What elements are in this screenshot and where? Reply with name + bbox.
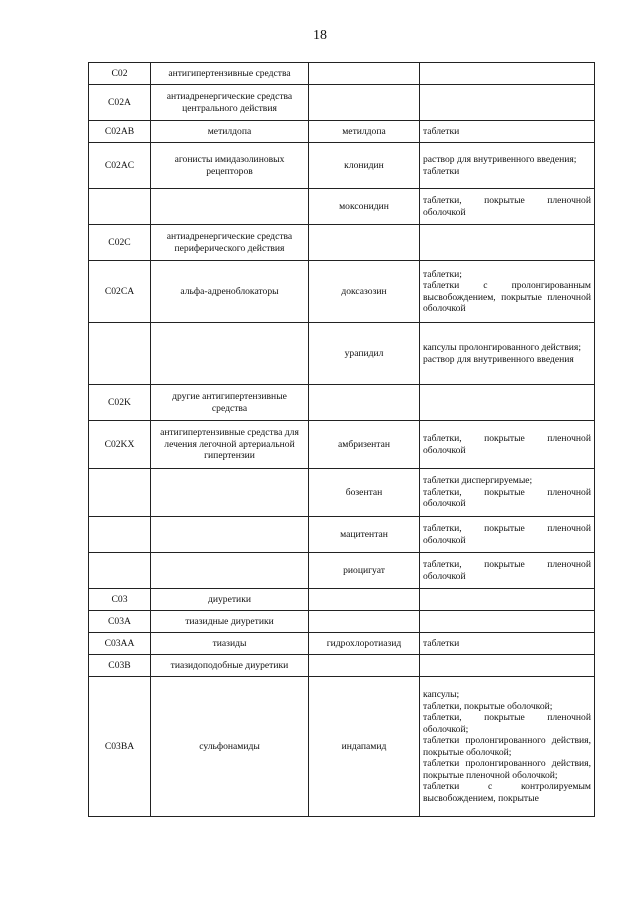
group-name-cell: другие антигипертензивные средства — [151, 385, 309, 421]
dosage-form-cell — [420, 385, 595, 421]
table-row — [89, 261, 595, 323]
group-name-cell: тиазидоподобные диуретики — [151, 655, 309, 677]
atc-code-cell: C03AA — [89, 633, 151, 655]
group-name-cell: диуретики — [151, 589, 309, 611]
dosage-form-cell: таблетки, покрытые пленочной оболочкой — [420, 189, 595, 225]
drug-name-cell — [309, 85, 420, 121]
table-row — [89, 421, 595, 469]
drug-name-cell: амбризентан — [309, 421, 420, 469]
group-name-cell — [151, 517, 309, 553]
dosage-form-cell: таблетки, покрытые пленочной оболочкой — [420, 517, 595, 553]
drug-name-cell — [309, 385, 420, 421]
atc-code-cell — [89, 189, 151, 225]
group-name-cell — [151, 189, 309, 225]
drug-name-cell — [309, 655, 420, 677]
atc-code-cell: C02CA — [89, 261, 151, 323]
atc-code-cell: C03B — [89, 655, 151, 677]
atc-code-cell — [89, 553, 151, 589]
dosage-form-cell: таблетки, покрытые пленочной оболочкой — [420, 421, 595, 469]
table-row — [89, 385, 595, 421]
table-row — [89, 553, 595, 589]
group-name-cell: тиазиды — [151, 633, 309, 655]
dosage-form-cell — [420, 589, 595, 611]
table-row — [89, 189, 595, 225]
table-row — [89, 611, 595, 633]
table-row — [89, 589, 595, 611]
atc-code-cell: C03BA — [89, 677, 151, 817]
dosage-form-cell: таблетки, покрытые пленочной оболочкой — [420, 553, 595, 589]
table-row — [89, 517, 595, 553]
drug-name-cell: клонидин — [309, 143, 420, 189]
drug-name-cell — [309, 611, 420, 633]
group-name-cell: альфа-адреноблокаторы — [151, 261, 309, 323]
group-name-cell — [151, 323, 309, 385]
group-name-cell: тиазидные диуретики — [151, 611, 309, 633]
table-row — [89, 633, 595, 655]
dosage-form-cell: капсулы пролонгированного действия; раствор для внутривенного введения — [420, 323, 595, 385]
drug-name-cell: доксазозин — [309, 261, 420, 323]
table-row — [89, 469, 595, 517]
group-name-cell — [151, 469, 309, 517]
group-name-cell: антиадренергические средства центрального действия — [151, 85, 309, 121]
dosage-form-cell — [420, 225, 595, 261]
atc-code-cell — [89, 469, 151, 517]
drug-name-cell — [309, 63, 420, 85]
table-row — [89, 63, 595, 85]
drug-name-cell: мацитентан — [309, 517, 420, 553]
drug-name-cell: моксонидин — [309, 189, 420, 225]
group-name-cell: антигипертензивные средства для лечения легочной артериальной гипертензии — [151, 421, 309, 469]
table-row — [89, 323, 595, 385]
dosage-form-cell — [420, 63, 595, 85]
dosage-form-cell: таблетки; таблетки с пролонгированным высвобождением, покрытые пленочной оболочкой — [420, 261, 595, 323]
table-row — [89, 655, 595, 677]
group-name-cell: метилдопа — [151, 121, 309, 143]
atc-code-cell: C02 — [89, 63, 151, 85]
atc-code-cell: C02AB — [89, 121, 151, 143]
dosage-form-cell: капсулы; таблетки, покрытые оболочкой; таблетки, покрытые пленочной оболочкой; таблетки пролонгированного действия, покрытые оболочкой; таблетки пролонгированного действия, покрытые пленочной оболочкой; таблетки с контролируемым высвобождением, покрытые — [420, 677, 595, 817]
drug-table — [88, 62, 595, 817]
drug-name-cell: индапамид — [309, 677, 420, 817]
drug-name-cell: риоцигуат — [309, 553, 420, 589]
atc-code-cell: C02C — [89, 225, 151, 261]
page-number: 18 — [313, 28, 327, 43]
dosage-form-cell: таблетки — [420, 633, 595, 655]
drug-name-cell: метилдопа — [309, 121, 420, 143]
dosage-form-cell — [420, 85, 595, 121]
drug-name-cell: гидрохлоротиазид — [309, 633, 420, 655]
table-row — [89, 85, 595, 121]
atc-code-cell: C02KX — [89, 421, 151, 469]
dosage-form-cell — [420, 611, 595, 633]
atc-code-cell — [89, 517, 151, 553]
atc-code-cell: C02K — [89, 385, 151, 421]
drug-name-cell — [309, 589, 420, 611]
atc-code-cell: C02A — [89, 85, 151, 121]
table-row — [89, 143, 595, 189]
drug-name-cell: урапидил — [309, 323, 420, 385]
atc-code-cell: C02AC — [89, 143, 151, 189]
table-row — [89, 121, 595, 143]
dosage-form-cell — [420, 655, 595, 677]
group-name-cell: антиадренергические средства периферического действия — [151, 225, 309, 261]
group-name-cell: сульфонамиды — [151, 677, 309, 817]
group-name-cell: антигипертензивные средства — [151, 63, 309, 85]
group-name-cell — [151, 553, 309, 589]
atc-code-cell: C03A — [89, 611, 151, 633]
dosage-form-cell: таблетки — [420, 121, 595, 143]
drug-name-cell: бозентан — [309, 469, 420, 517]
group-name-cell: агонисты имидазолиновых рецепторов — [151, 143, 309, 189]
atc-code-cell: C03 — [89, 589, 151, 611]
atc-code-cell — [89, 323, 151, 385]
table-row — [89, 225, 595, 261]
dosage-form-cell: таблетки диспергируемые; таблетки, покрытые пленочной оболочкой — [420, 469, 595, 517]
dosage-form-cell: раствор для внутривенного введения; таблетки — [420, 143, 595, 189]
table-row — [89, 677, 595, 817]
drug-name-cell — [309, 225, 420, 261]
